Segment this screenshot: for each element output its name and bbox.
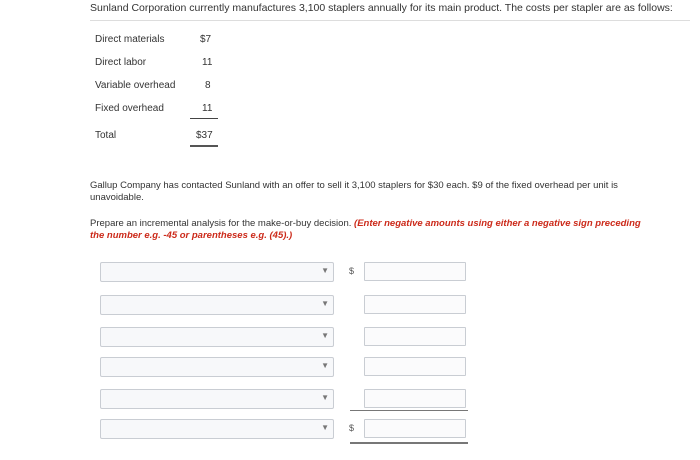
line-item-select-3[interactable] xyxy=(100,327,334,347)
amount-input-1[interactable] xyxy=(364,262,466,281)
dollar-sign: $ xyxy=(349,423,355,433)
total-double-underline xyxy=(190,145,218,147)
cost-label: Fixed overhead xyxy=(95,103,164,114)
chevron-down-icon: ▼ xyxy=(321,266,329,275)
entry-note: (Enter negative amounts using either a negative sign preceding the number e.g. -45 or parentheses e.g. (45).) xyxy=(90,218,641,241)
cost-label: Direct materials xyxy=(95,34,165,45)
line-item-select-4[interactable] xyxy=(100,357,334,377)
amount-input-3[interactable] xyxy=(364,327,466,346)
cost-label: Direct labor xyxy=(95,57,147,68)
cost-row-fixed-overhead xyxy=(95,103,225,126)
cost-label: Variable overhead xyxy=(95,80,176,91)
cost-value: $37 xyxy=(196,130,213,141)
cost-row-variable-overhead xyxy=(95,80,225,103)
chevron-down-icon: ▼ xyxy=(321,299,329,308)
amount-input-2[interactable] xyxy=(364,295,466,314)
task-text: Prepare an incremental analysis for the make-or-buy decision. xyxy=(90,218,352,229)
total-underline xyxy=(190,118,218,119)
cost-row-direct-labor xyxy=(95,57,225,80)
cost-row-direct-materials xyxy=(95,34,225,57)
cost-row-total xyxy=(95,130,225,153)
cost-value: $7 xyxy=(200,34,212,45)
line-item-select-1[interactable] xyxy=(100,262,334,282)
chevron-down-icon: ▼ xyxy=(321,331,329,340)
chevron-down-icon: ▼ xyxy=(321,361,329,370)
cost-value: 11 xyxy=(202,57,213,68)
line-item-select-2[interactable] xyxy=(100,295,334,315)
chevron-down-icon: ▼ xyxy=(321,393,329,402)
subtotal-rule xyxy=(350,410,468,411)
cost-value: 11 xyxy=(202,103,213,114)
cost-value: 8 xyxy=(205,80,211,91)
problem-intro: Sunland Corporation currently manufactures 3,100 staplers annually for its main product. The costs per stapler are as follows: xyxy=(90,2,690,21)
chevron-down-icon: ▼ xyxy=(321,423,329,432)
amount-input-6[interactable] xyxy=(364,419,466,438)
instruction-paragraph xyxy=(90,218,650,242)
cost-table xyxy=(95,34,225,153)
line-item-select-5[interactable] xyxy=(100,389,334,409)
amount-input-4[interactable] xyxy=(364,357,466,376)
line-item-select-6[interactable] xyxy=(100,419,334,439)
amount-input-5[interactable] xyxy=(364,389,466,408)
cost-label: Total xyxy=(95,130,117,141)
offer-paragraph: Gallup Company has contacted Sunland with an offer to sell it 3,100 staplers for $30 each. $9 of the fixed overhead per unit is unavoidable. xyxy=(90,180,618,203)
total-double-rule xyxy=(350,442,468,444)
dollar-sign: $ xyxy=(349,266,355,276)
